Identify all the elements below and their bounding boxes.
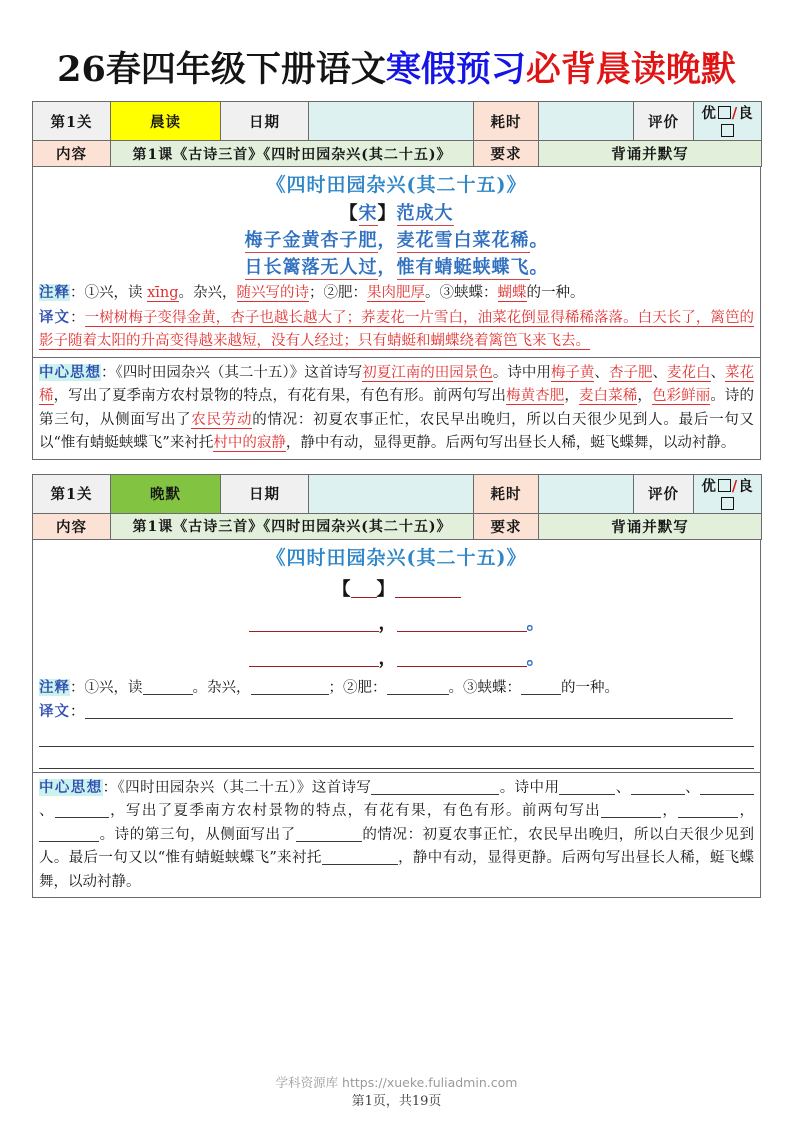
requirement-label: 要求 (474, 513, 539, 539)
translation-colon: ： (70, 309, 85, 326)
date-value-field[interactable] (309, 102, 474, 141)
translation-label: 译文 (39, 308, 71, 326)
note-tail-1: 。杂兴， (178, 285, 237, 302)
note-term-3: 蛱蝶： (454, 285, 498, 302)
note-blank-2[interactable] (251, 694, 329, 695)
rating-ok-label: 良 (738, 477, 754, 495)
date-label: 日期 (221, 102, 309, 141)
theme-blank-p9: 。诗的第三句，从侧面写出了 (99, 826, 296, 843)
mode-label-morning: 晨读 (111, 102, 221, 141)
theme-blank-p8: ， (738, 803, 755, 820)
note-blank-1[interactable] (143, 694, 193, 695)
content-label: 内容 (33, 513, 111, 539)
requirement-value: 背诵并默写 (539, 141, 762, 167)
notes-blank-p4: ②肥： (343, 679, 387, 696)
poem-blank-1b[interactable] (397, 631, 527, 632)
theme-blank-4[interactable] (700, 794, 754, 795)
note-tail-3: 的一种。 (526, 285, 585, 302)
poem-blank-2a[interactable] (249, 666, 379, 667)
theme-label: 中心思想 (39, 778, 103, 796)
note-tail-2: 。 (425, 285, 440, 302)
notes-blank-p2: 。杂兴， (192, 679, 251, 696)
theme-blank-9[interactable] (296, 841, 362, 842)
date-value-field[interactable] (309, 474, 474, 513)
rating-good-label: 优 (701, 105, 717, 122)
title-part-red: 必背晨读晚默 (525, 49, 736, 90)
date-label: 日期 (221, 474, 309, 513)
theme-seg-6: 、 (652, 364, 667, 381)
poem-blank-sep-2: ， (378, 647, 397, 669)
theme-blank-7[interactable] (678, 817, 738, 818)
note-num-3: ③ (439, 285, 455, 302)
theme-blank-p10: 的情况：初夏农事正忙，农民早出晚归，所以白天很少见到人。最后一句又以“惟有蜻蜓蛱蝶飞”来衬托 (39, 826, 755, 867)
content-value: 第1课《古诗三首》《四时田园杂兴(其二十五)》 (111, 141, 474, 167)
theme-blank-p11: ，静中有动，显得更静。后两句写出昼长人稀，蜓飞蝶舞，以动衬静。 (39, 850, 755, 890)
divider (33, 772, 760, 773)
content-label: 内容 (33, 141, 111, 167)
checkbox-good-icon[interactable] (718, 106, 731, 119)
mode-label-evening: 晚默 (111, 474, 221, 513)
notes-colon: ： (70, 285, 85, 302)
theme-seg-1: 初夏江南的田园景色 (362, 364, 493, 381)
poem-line-1-sep: ， (377, 230, 397, 252)
rating-options[interactable] (694, 474, 762, 513)
theme-blank-2[interactable] (559, 794, 615, 795)
morning-header-table (32, 101, 762, 167)
note-answer-3: 蝴蝶 (497, 285, 527, 302)
time-label: 耗时 (474, 474, 539, 513)
bracket-open: 【 (332, 579, 351, 601)
translation-blank-line-3[interactable] (39, 747, 754, 769)
poem-blank-end-2: 。 (526, 647, 545, 669)
title-part-blue: 寒假预习 (385, 49, 526, 90)
poem-title-blank: 《四时田园杂兴(其二十五)》 (266, 546, 527, 569)
theme-blank-10[interactable] (322, 864, 398, 865)
rating-good-label: 优 (701, 477, 717, 495)
requirement-value: 背诵并默写 (539, 513, 762, 539)
theme-seg-3: 梅子黄 (550, 364, 595, 381)
time-value-field[interactable] (539, 102, 634, 141)
poem-line-1a: 梅子金黄杏子肥 (244, 230, 378, 252)
theme-blank-5[interactable] (55, 817, 109, 818)
dynasty-blank[interactable] (351, 597, 377, 598)
rating-ok-label: 良 (738, 105, 754, 122)
content-value: 第1课《古诗三首》《四时田园杂兴(其二十五)》 (111, 513, 474, 539)
theme-blank-8[interactable] (39, 841, 99, 842)
theme-seg-15: 色彩鲜丽 (651, 388, 711, 405)
time-label: 耗时 (474, 102, 539, 141)
poem-line-1 (39, 227, 754, 254)
poem-title: 《四时田园杂兴(其二十五)》 (266, 174, 527, 196)
theme-seg-17: 农民劳动 (191, 411, 253, 428)
rating-label: 评价 (634, 474, 694, 513)
theme-seg-19: 村中的寂静 (213, 435, 286, 452)
translation-text: 一树树梅子变得金黄，杏子也越长越大了；荞麦花一片雪白，油菜花倒显得稀稀落落。白天长了，篱笆的影子随着太阳的升高变得越来越短，没有人经过；只有蜻蜓和蝴蝶绕着篱笆飞来飞去。 (39, 309, 755, 350)
theme-seg-16: 。诗的第三句，从侧面写出了 (39, 388, 754, 428)
notes-label: 注释 (39, 678, 70, 696)
poem-line-1b: 麦花雪白菜花稀 (396, 230, 530, 252)
poem-dynasty: 宋 (358, 203, 378, 225)
notes-blank-p6: ③蛱蝶： (463, 679, 521, 696)
theme-blank-6[interactable] (601, 817, 661, 818)
poem-line-2-end: 。 (529, 257, 549, 279)
theme-row-blank (39, 776, 754, 894)
note-answer-1: xīng (147, 285, 179, 302)
rating-separator: / (731, 477, 739, 495)
notes-row (39, 281, 754, 305)
theme-seg-18: 的情况：初夏农事正忙，农民早出晚归，所以白天很少见到人。最后一句又以“惟有蜻蜓蛱蝶飞”来衬托 (39, 411, 755, 452)
notes-colon: ： (70, 679, 85, 696)
theme-seg-14: ， (637, 388, 652, 405)
notes-blank-p1: ①兴，读 (84, 679, 143, 696)
checkbox-ok-icon[interactable] (721, 497, 734, 510)
theme-seg-5: 杏子肥 (608, 364, 653, 381)
theme-seg-9: 菜花稀 (39, 364, 755, 405)
theme-row (39, 361, 754, 456)
notes-row-blank (39, 676, 754, 700)
bracket-close: 】 (376, 579, 395, 601)
theme-colon: ： (102, 779, 118, 796)
poem-author: 范成大 (396, 203, 454, 225)
theme-seg-4: 、 (594, 364, 609, 381)
theme-blank-3[interactable] (631, 794, 685, 795)
poem-blank-sep-1: ， (378, 613, 397, 635)
evening-header-table (32, 474, 762, 540)
poem-blank-2b[interactable] (397, 666, 527, 667)
poem-blank-end-1: 。 (526, 613, 545, 635)
rating-label: 评价 (634, 102, 694, 141)
poem-author-blank-line (39, 573, 754, 607)
note-term-2: 肥： (338, 285, 368, 302)
page-number: 第1页，共19页 (351, 1094, 442, 1109)
notes-blank-p3: ； (328, 679, 343, 696)
table-row (33, 474, 762, 513)
bracket-close: 】 (377, 203, 397, 225)
translation-blank-line-1[interactable] (85, 718, 733, 719)
poem-line-2 (39, 254, 754, 281)
table-row (33, 513, 762, 539)
poem-line-2-sep: ， (377, 257, 397, 279)
translation-blank-line-2[interactable] (39, 725, 754, 747)
note-term-1: 兴，读 (99, 285, 143, 302)
author-blank[interactable] (395, 597, 461, 598)
poem-line-1-end: 。 (529, 230, 549, 252)
level-label: 第1关 (33, 102, 111, 141)
translation-colon: ： (70, 704, 85, 721)
note-num-1: ① (84, 285, 99, 302)
poem-blank-1a[interactable] (249, 631, 379, 632)
rating-separator: / (731, 105, 739, 122)
bracket-open: 【 (339, 203, 359, 225)
rating-options[interactable] (694, 102, 762, 141)
theme-label: 中心思想 (39, 363, 102, 381)
theme-blank-p1: 《四时田园杂兴（其二十五）》这首诗写 (117, 779, 372, 796)
table-row (33, 141, 762, 167)
theme-seg-12: ， (564, 388, 579, 405)
translation-row-blank (39, 700, 754, 768)
note-answer-2: 果肉肥厚 (367, 285, 426, 302)
poem-author-line (39, 200, 754, 227)
note-tail-1b: ； (309, 285, 324, 302)
theme-blank-1[interactable] (371, 794, 499, 795)
theme-colon: ： (101, 364, 116, 381)
checkbox-ok-icon[interactable] (721, 124, 734, 137)
level-label: 第1关 (33, 474, 111, 513)
theme-blank-p3: 、 (615, 779, 631, 796)
translation-row (39, 306, 754, 354)
morning-body (32, 167, 761, 460)
checkbox-good-icon[interactable] (718, 479, 731, 492)
theme-blank-p5: 、 (39, 803, 55, 820)
poem-line-2-blank (39, 642, 754, 676)
title-part-black: 26春四年级下册语文 (57, 49, 386, 90)
poem-line-1-blank (39, 607, 754, 641)
theme-seg-0: 《四时田园杂兴（其二十五）》这首诗写 (115, 364, 363, 381)
note-blank-4[interactable] (521, 694, 561, 695)
theme-seg-8: 、 (710, 364, 726, 381)
evening-body (32, 540, 761, 898)
page-title (32, 0, 761, 90)
requirement-label: 要求 (474, 141, 539, 167)
divider (33, 357, 760, 358)
theme-blank-p4: 、 (684, 779, 700, 796)
notes-blank-p7: 的一种。 (561, 679, 619, 696)
theme-blank-p7: ， (661, 803, 679, 820)
theme-seg-2: 。诗中用 (492, 364, 551, 381)
theme-seg-10: ，写出了夏季南方农村景物的特点，有花有果，有色有形。前两句写出 (53, 388, 506, 405)
poem-line-2a: 日长篱落无人过 (244, 257, 378, 279)
theme-seg-13: 麦白菜稀 (578, 388, 638, 405)
translation-label: 译文 (39, 703, 70, 721)
poem-line-2b: 惟有蜻蜓蛱蝶飞 (396, 257, 530, 279)
watermark: 学科资源库 https://xueke.fuliadmin.com (275, 1075, 518, 1090)
note-num-2: ② (323, 285, 339, 302)
theme-blank-p6: ，写出了夏季南方农村景物的特点，有花有果，有色有形。前两句写出 (108, 803, 602, 820)
note-blank-3[interactable] (387, 694, 449, 695)
theme-seg-20: ，静中有动，显得更静。后两句写出昼长人稀，蜓飞蝶舞，以动衬静。 (285, 435, 736, 452)
theme-seg-7: 麦花白 (666, 364, 711, 381)
time-value-field[interactable] (539, 474, 634, 513)
note-answer-1b: 随兴写的诗 (236, 285, 310, 302)
notes-blank-p5: 。 (448, 679, 463, 696)
theme-blank-p2: 。诗中用 (499, 779, 560, 796)
notes-label: 注释 (39, 284, 70, 302)
table-row (33, 102, 762, 141)
theme-seg-11: 梅黄杏肥 (506, 388, 565, 405)
